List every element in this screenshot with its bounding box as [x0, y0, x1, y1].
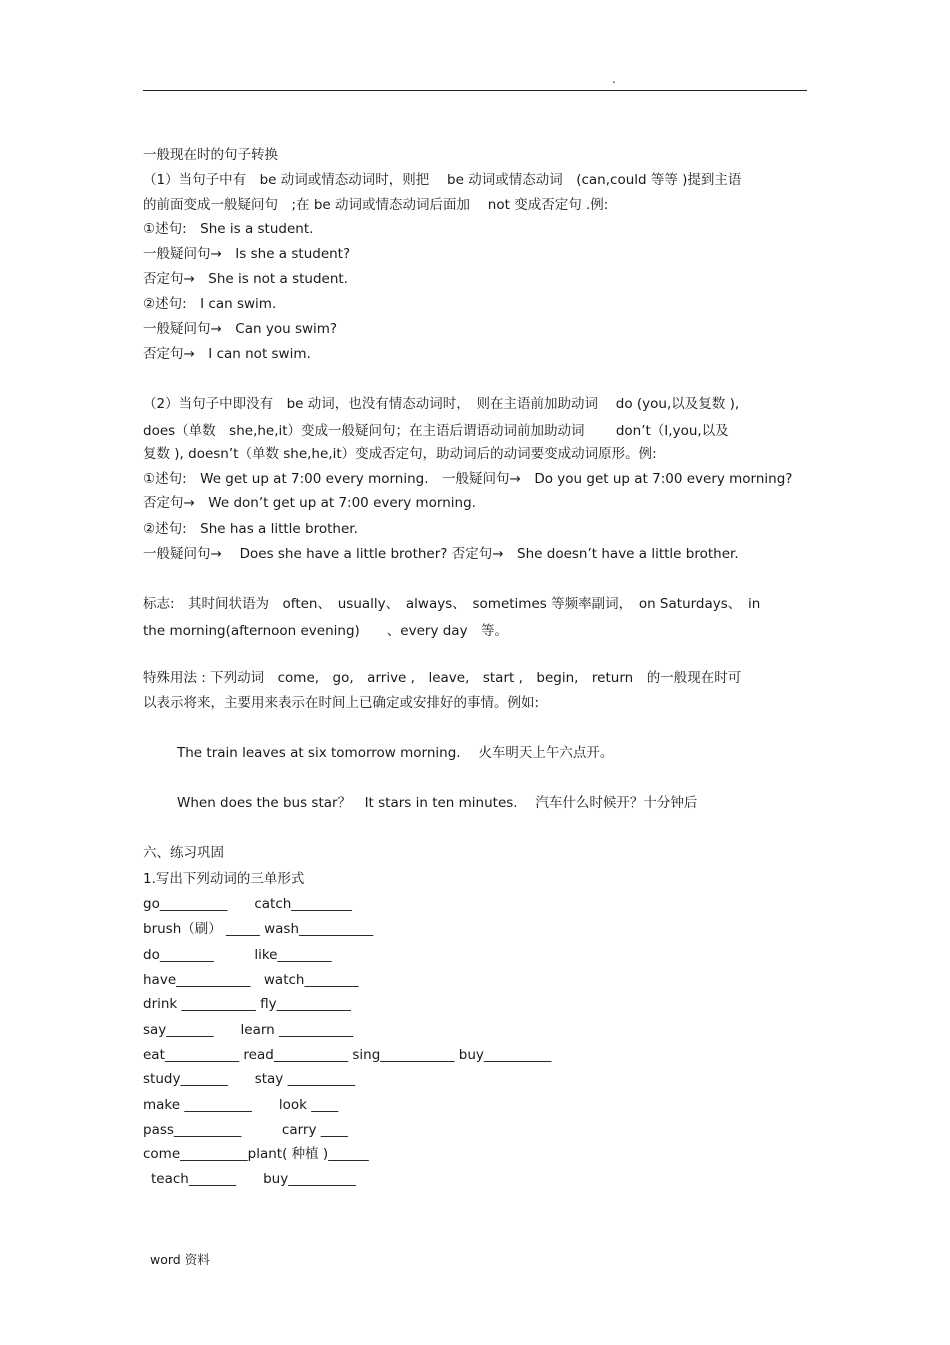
footer-label: word 资料: [150, 1252, 210, 1267]
exercise-row: come__________plant( 种植 )______: [143, 1146, 369, 1162]
special-line: 以表示将来，主要用来表示在时间上已确定或安排好的事情。例如:: [143, 695, 540, 711]
exercise-row: have___________ watch________: [143, 972, 359, 988]
exercise-row: say_______ learn ___________: [143, 1022, 354, 1038]
section2-line: 复数 ), doesn’t（单数 she,he,it）变成否定句，助动词后的动词要变成动词原形。例:: [143, 446, 657, 462]
section2-line: （2）当句子中即没有 be 动词，也没有情态动词时， 则在主语前加助动词 do (you,以及复数 ),: [143, 396, 740, 412]
exercise-row: brush（刷） _____ wash___________: [143, 921, 374, 937]
section1-line: （1）当句子中有 be 动词或情态动词时，则把 be 动词或情态动词 (can,could 等等 )提到主语: [143, 172, 742, 188]
section2-line: does（单数 she,he,it）变成一般疑问句；在主语后谓语动词前加助动词 don’t（I,you,以及: [143, 423, 729, 439]
header-rule: [143, 90, 807, 91]
exercise-row: drink ___________ fly___________: [143, 996, 351, 1012]
section1-line: 否定句→ I can not swim.: [143, 346, 311, 362]
exercise-row: make __________ look ____: [143, 1097, 339, 1113]
special-example: When does the bus star？ It stars in ten minutes. 汽车什么时候开？十分钟后: [177, 795, 698, 811]
section2-line: 一般疑问句→ Does she have a little brother? 否定句→ She doesn’t have a little brother.: [143, 546, 739, 562]
exercise-row: pass__________ carry ____: [143, 1122, 348, 1138]
signs-line: 标志: 其时间状语为 often、 usually、 always、 sometimes 等频率副词， on Saturdays、 in: [143, 596, 761, 612]
section1-line: 一般疑问句→ Is she a student?: [143, 246, 351, 262]
section1-line: 一般疑问句→ Can you swim?: [143, 321, 338, 337]
signs-line: the morning(afternoon evening) 、every day 等。: [143, 623, 509, 639]
exercise-row: do________ like________: [143, 947, 332, 963]
exercise-row: teach_______ buy__________: [151, 1171, 356, 1187]
header-dot: .: [612, 72, 616, 86]
section1-line: ①述句: She is a student.: [143, 221, 314, 237]
exercise-row: go__________ catch_________: [143, 896, 353, 912]
exercise-row: study_______ stay __________: [143, 1071, 356, 1087]
section1-line: ②述句: I can swim.: [143, 296, 277, 312]
exercise-row: eat___________ read___________ sing___________ buy__________: [143, 1047, 552, 1063]
special-example: The train leaves at six tomorrow morning. 火车明天上午六点开。: [177, 745, 614, 761]
practice-task: 1.写出下列动词的三单形式: [143, 871, 305, 887]
practice-heading: 六、练习巩固: [143, 845, 224, 861]
section2-line: 否定句→ We don’t get up at 7:00 every morning.: [143, 495, 476, 511]
section1-line: 的前面变成一般疑问句 ;在 be 动词或情态动词后面加 not 变成否定句 .例:: [143, 197, 609, 213]
section2-line: ②述句: She has a little brother.: [143, 521, 358, 537]
section1-line: 否定句→ She is not a student.: [143, 271, 348, 287]
section2-line: ①述句: We get up at 7:00 every morning. 一般疑问句→ Do you get up at 7:00 every morning?: [143, 471, 793, 487]
section-title: 一般现在时的句子转换: [143, 147, 278, 163]
special-line: 特殊用法 : 下列动词 come, go, arrive , leave, start , begin, return 的一般现在时可: [143, 670, 742, 686]
